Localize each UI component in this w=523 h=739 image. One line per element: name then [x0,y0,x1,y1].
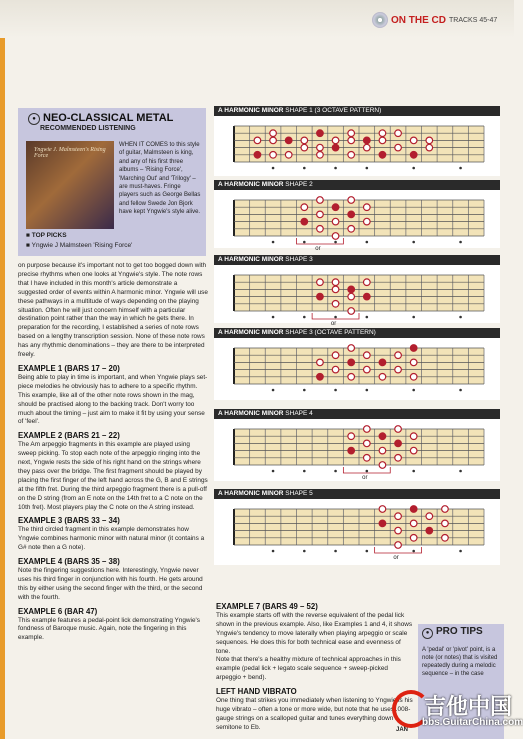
paragraph: This example features a pedal-point lick demonstrating Yngwie's fondness of Baroque music. Again, note the fingering in this example. [18,616,200,642]
fret-marker [303,550,306,553]
page-edge-stripe [0,0,5,739]
scale-note-dot [301,204,308,211]
scale-note-dot [379,130,386,137]
fret-marker [272,167,275,170]
fretboard-svg [214,419,500,481]
root-note-dot [410,152,417,159]
top-pick-item: ■ Yngwie J Malmsteen 'Rising Force' [26,242,133,249]
diagram-subtitle: SHAPE 5 [285,490,313,497]
fret-marker [334,241,337,244]
scale-note-dot [410,535,417,542]
scale-note-dot [270,152,277,159]
section-heading: EXAMPLE 7 (BARS 49 – 52) [216,602,318,611]
scale-note-dot [301,137,308,144]
scale-note-dot [364,279,371,286]
right-article-column [216,598,414,733]
paragraph: Note the fingering suggestions here. Interestingly, Yngwie never uses his third finger in conjunction with his fourth. He gets around this by either using the second finger with the third, or the second with the fourth. [18,567,203,601]
album-cover-text: Yngwie J. Malmsteen's Rising Force [34,147,106,159]
scale-note-dot [348,226,355,233]
scale-note-dot [364,144,371,151]
paragraph: The Am arpeggio fragments in this example are played using sweep picking. To stop each note of the arpeggio ringing into the next, Yngwie rests the side of his right hand on the strings where they pass over the bridge. The first fragment should be played by placing the first finger of the left hand across the G, B and E strings at the fifth fret. During the third arpeggio fragment there is a pull-off on the D string (from an E note on the 14th fret to a C note on the 10th fret). Most players play the C note on the A string instead. [18,441,208,511]
fret-marker [272,389,275,392]
scale-note-dot [395,542,402,549]
root-note-dot [348,447,355,454]
root-note-dot [301,218,308,225]
fretboard-svg [214,338,500,400]
root-note-dot [317,130,324,137]
scale-note-dot [332,279,339,286]
fret-marker [272,241,275,244]
scale-note-dot [348,197,355,204]
section-heading: EXAMPLE 1 (BARS 17 – 20) [18,363,120,373]
diagram-title-bar [214,106,500,116]
or-label: or [362,475,368,481]
watermark-text: 吉他中国 [424,695,513,720]
scale-note-dot [317,144,324,151]
scale-note-dot [301,144,308,151]
scale-note-dot [332,233,339,240]
sidebar-title [28,112,173,125]
cd-label: ON THE CD [391,14,446,26]
scale-note-dot [348,308,355,315]
watermark [392,688,523,739]
scale-note-dot [379,447,386,454]
fret-marker [272,550,275,553]
scale-note-dot [254,137,261,144]
diagram-title: A HARMONIC MINOR [218,107,286,114]
scale-note-dot [379,462,386,469]
fret-marker [459,241,462,244]
left-article-column [18,262,208,643]
root-note-dot [332,144,339,151]
scale-note-dot [426,137,433,144]
diagram-subtitle: SHAPE 3 (OCTAVE PATTERN) [285,329,376,336]
scale-note-dot [364,204,371,211]
scale-note-dot [410,520,417,527]
fret-marker [366,389,369,392]
section-heading: EXAMPLE 2 (BARS 21 – 22) [18,431,120,441]
paragraph: The third circled fragment in this example demonstrates how Yngwie combines harmonic minor with natural minor (it contains a G# note then a G note). [18,526,205,552]
paragraph: on purpose because it's important not to get too bogged down with precise rhythms when one looks at Yngwie's style. The note rows that I have included in this month's article demonstrate a suggested order of events within A harmonic minor. Yngwie will use these pathways in a multitude of ways depending on the playing situation. Often he will just concern himself with a particular destination point rather than the way in which he gets there. In preparation for the recording, I established a series of note rows based on a lengthy transcription session. None of these note rows has any rhythmic denominations – they are there to be interpreted freely. [18,262,208,359]
scale-note-dot [364,440,371,447]
scale-note-dot [332,286,339,293]
fret-marker [272,316,275,319]
fret-marker [412,470,415,473]
scale-note-dot [348,433,355,440]
scale-note-dot [364,426,371,433]
fret-marker [366,167,369,170]
pro-tips-title-text: PRO TIPS [436,626,483,637]
album-cover-image [26,141,114,229]
scale-note-dot [426,144,433,151]
scale-note-dot [332,301,339,308]
scale-note-dot [442,535,449,542]
diagram-title: A HARMONIC MINOR [218,490,286,497]
scale-note-dot [395,513,402,520]
scale-note-dot [426,513,433,520]
root-note-dot [379,152,386,159]
fret-marker [303,470,306,473]
scale-note-dot [395,426,402,433]
diagram-title-bar [214,255,500,265]
section-heading: LEFT HAND VIBRATO [216,687,297,697]
scale-note-dot [332,366,339,373]
fret-marker [303,167,306,170]
fret-marker [334,550,337,553]
root-note-dot [395,440,402,447]
scale-note-dot [364,366,371,373]
root-note-dot [426,527,433,534]
scale-note-dot [348,137,355,144]
sidebar-title-text: NEO-CLASSICAL METAL [43,112,174,124]
fretboard-diagram [214,409,500,481]
root-note-dot [379,359,386,366]
fretboard-diagram [214,489,500,565]
scale-note-dot [348,374,355,381]
fretboard-diagram [214,106,500,176]
scale-note-dot [379,137,386,144]
scale-note-dot [364,455,371,462]
pro-tips-body: A 'pedal' or 'pivot' point, is a note (or notes) that is visited repeatedly during a melodic sequence – in the case [422,647,498,677]
disc-icon: ● [422,628,433,639]
root-note-dot [364,293,371,300]
diagram-title-bar [214,328,500,338]
diagram-subtitle: SHAPE 1 (3 OCTAVE PATTERN) [285,107,382,114]
fret-marker [366,241,369,244]
fret-marker [334,316,337,319]
scale-note-dot [410,447,417,454]
root-note-dot [317,293,324,300]
fret-marker [334,389,337,392]
scale-note-dot [395,527,402,534]
scale-note-dot [364,352,371,359]
on-the-cd-logo [372,12,497,28]
scale-note-dot [364,218,371,225]
fret-marker [412,389,415,392]
root-note-dot [364,137,371,144]
scale-note-dot [332,137,339,144]
scale-note-dot [285,152,292,159]
fret-marker [459,389,462,392]
section-heading: EXAMPLE 6 (BAR 47) [18,606,98,616]
section-heading: EXAMPLE 3 (BARS 33 – 34) [18,516,120,526]
cd-icon [372,12,388,28]
scale-note-dot [317,152,324,159]
scale-note-dot [379,374,386,381]
scale-note-dot [410,374,417,381]
fret-marker [303,316,306,319]
scale-note-dot [317,211,324,218]
fret-marker [303,241,306,244]
scale-note-dot [348,293,355,300]
or-label: or [393,555,399,561]
fret-marker [303,389,306,392]
fretboard-svg [214,265,500,327]
fretboard-diagram [214,328,500,400]
fret-marker [366,550,369,553]
fret-marker [459,550,462,553]
or-label: or [315,246,321,252]
scale-note-dot [270,130,277,137]
paragraph: This example starts off with the reverse equivalent of the pedal lick shown in the previous example. Also, like Examples 1 and 4, it shows Yngwie's tendency to move laterally when playing arpeggio or scale sequences. He does this for both technical ease and evenness of tone. [216,611,413,655]
diagram-title: A HARMONIC MINOR [218,410,286,417]
fret-marker [412,167,415,170]
fretboard-svg [214,499,500,565]
recommended-listening-box [18,108,206,256]
fretboard-diagram [214,255,500,327]
paragraph: Being able to play in time is important, and when Yngwie plays set-piece melodies he obviously has to adhere to a specific rhythm. This example, like all of the other note rows shown in the mag, should be practised along to the backing track. Don't worry too much about the timing – just aim to make it fit by using your sense of 'feel'. [18,373,208,426]
fret-marker [459,316,462,319]
scale-note-dot [410,433,417,440]
fretboard-svg [214,190,500,252]
scale-note-dot [442,520,449,527]
root-note-dot [317,374,324,381]
scale-note-dot [410,137,417,144]
root-note-dot [285,137,292,144]
diagram-title: A HARMONIC MINOR [218,181,286,188]
disc-icon: ● [28,113,40,125]
root-note-dot [410,506,417,513]
root-note-dot [348,211,355,218]
scale-note-dot [332,352,339,359]
diagram-title: A HARMONIC MINOR [218,329,286,336]
sidebar-body: WHEN IT COMES to this style of guitar, Malmsteen is king, and any of his first three albums – 'Rising Force', 'Marching Out' and 'Trilogy' – are must-haves. Fringe players such as George Bellas and fellow Swede Jon Bjork have kept Yngwie's style alive. [119,142,201,216]
scale-note-dot [348,152,355,159]
fret-marker [412,550,415,553]
fretboard-svg [214,116,500,176]
scale-note-dot [442,506,449,513]
fret-marker [459,167,462,170]
fret-marker [412,316,415,319]
scale-note-dot [395,455,402,462]
scale-note-dot [395,366,402,373]
fret-marker [334,167,337,170]
top-picks-label: ■ TOP PICKS [26,232,67,239]
scale-note-dot [348,130,355,137]
paragraph: Note that there's a healthy mixture of technical approaches in this example (pedal lick + legato scale sequence + sweep-picked arpeggio + bend). [216,656,401,682]
root-note-dot [379,520,386,527]
root-note-dot [348,359,355,366]
scale-note-dot [317,279,324,286]
scale-note-dot [379,506,386,513]
fret-marker [412,241,415,244]
fret-marker [366,316,369,319]
root-note-dot [254,152,261,159]
diagram-title: A HARMONIC MINOR [218,256,286,263]
sidebar-subtitle: RECOMMENDED LISTENING [40,125,136,132]
watermark-url: bbs.GuitarChina.com [422,717,523,728]
scale-note-dot [332,218,339,225]
diagram-title-bar [214,489,500,499]
diagram-title-bar [214,180,500,190]
scale-note-dot [317,226,324,233]
pro-tips-title [422,626,483,639]
scale-note-dot [317,359,324,366]
fretboard-diagram [214,180,500,252]
root-note-dot [332,204,339,211]
scale-note-dot [317,197,324,204]
fret-marker [334,470,337,473]
root-note-dot [379,433,386,440]
scale-note-dot [395,144,402,151]
diagram-subtitle: SHAPE 3 [285,256,313,263]
scale-note-dot [395,130,402,137]
paragraph: One thing that strikes you immediately when listening to Yngwie is his huge vibrato – often a tone or more wide, but note that he uses .008-gauge strings on a scalloped guitar and tunes everything down a semitone to Eb. [216,697,413,731]
diagram-subtitle: SHAPE 4 [285,410,313,417]
page-month: JAN [396,727,409,733]
scale-note-dot [348,345,355,352]
root-note-dot [410,345,417,352]
fret-marker [366,470,369,473]
root-note-dot [348,286,355,293]
section-heading: EXAMPLE 4 (BARS 35 – 38) [18,557,120,567]
scale-note-dot [270,137,277,144]
or-label: or [330,321,337,327]
cd-tracks: TRACKS 45-47 [449,16,498,24]
scale-note-dot [410,359,417,366]
diagram-title-bar [214,409,500,419]
fret-marker [459,470,462,473]
fret-marker [272,470,275,473]
scale-note-dot [395,352,402,359]
diagram-subtitle: SHAPE 2 [285,181,313,188]
